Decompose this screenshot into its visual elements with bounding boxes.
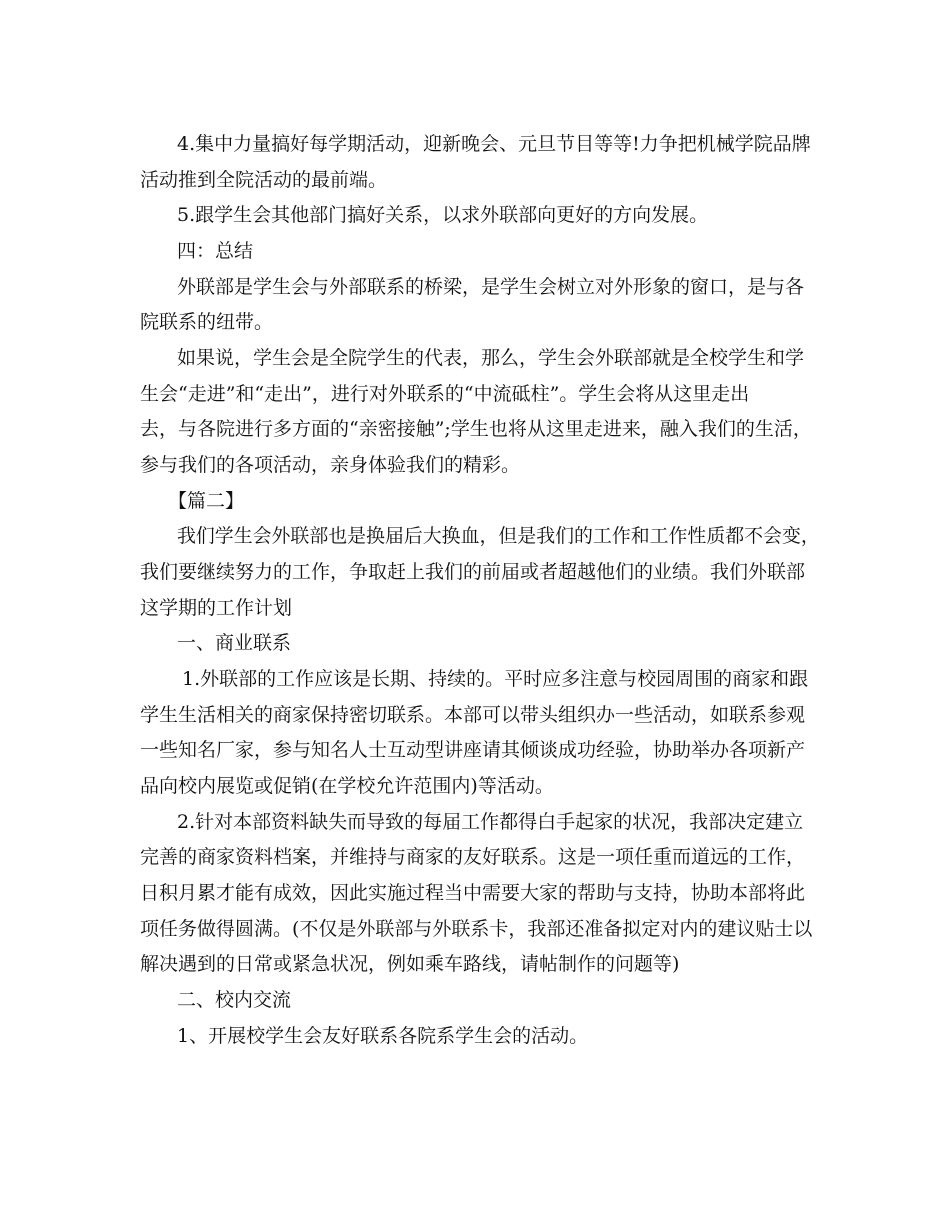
text-line: 1、开展校学生会友好联系各院系学生会的活动。: [177, 1025, 589, 1047]
text-line: 品向校内展览或促销(在学校允许范围内)等活动。: [140, 775, 554, 797]
text-line: 院联系的纽带。: [140, 311, 274, 333]
text-line: 完善的商家资料档案，并维持与商家的友好联系。这是一项任重而道远的工作，: [140, 846, 806, 868]
text-line: 我们学生会外联部也是换届后大换血，但是我们的工作和工作性质都不会变，: [177, 525, 820, 547]
section-heading: 【篇二】: [168, 490, 245, 512]
section-heading: 四：总结: [177, 240, 254, 262]
text-line: 5.跟学生会其他部门搞好关系，以求外联部向更好的方向发展。: [177, 204, 709, 226]
text-line: 外联部是学生会与外部联系的桥梁，是学生会树立对外形象的窗口，是与各: [177, 276, 805, 298]
section-heading: 二、校内交流: [177, 989, 292, 1011]
text-line: 去，与各院进行多方面的“亲密接触”;学生也将从这里走进来，融入我们的生活，: [140, 418, 812, 440]
text-line: 生会“走进”和“走出”，进行对外联系的“中流砥柱”。学生会将从这里走出: [140, 383, 750, 405]
text-line: 学生生活相关的商家保持密切联系。本部可以带头组织办一些活动，如联系参观: [140, 704, 806, 726]
text-line: 项任务做得圆满。(不仅是外联部与外联系卡，我部还准备拟定对内的建议贴士以: [140, 918, 813, 940]
text-line: 参与我们的各项活动，亲身体验我们的精彩。: [140, 454, 521, 476]
text-line: 活动推到全院活动的最前端。: [140, 169, 388, 191]
text-line: 4.集中力量搞好每学期活动，迎新晚会、元旦节目等等!力争把机械学院品牌: [177, 133, 811, 155]
text-line: 2.针对本部资料缺失而导致的每届工作都得白手起家的状况，我部决定建立: [177, 811, 804, 833]
section-heading: 一、商业联系: [177, 632, 292, 654]
text-line: 日积月累才能有成效，因此实施过程当中需要大家的帮助与支持，协助本部将此: [140, 882, 806, 904]
text-line: 如果说，学生会是全院学生的代表，那么，学生会外联部就是全校学生和学: [177, 347, 805, 369]
text-line: 一些知名厂家，参与知名人士互动型讲座请其倾谈成功经验，协助举办各项新产: [140, 739, 806, 761]
text-line: 这学期的工作计划: [140, 597, 293, 619]
text-line: 我们要继续努力的工作，争取赶上我们的前届或者超越他们的业绩。我们外联部: [140, 561, 806, 583]
text-line: 1.外联部的工作应该是长期、持续的。平时应多注意与校园周围的商家和跟: [182, 668, 809, 690]
text-line: 解决遇到的日常或紧急状况，例如乘车路线，请帖制作的问题等): [140, 953, 680, 975]
